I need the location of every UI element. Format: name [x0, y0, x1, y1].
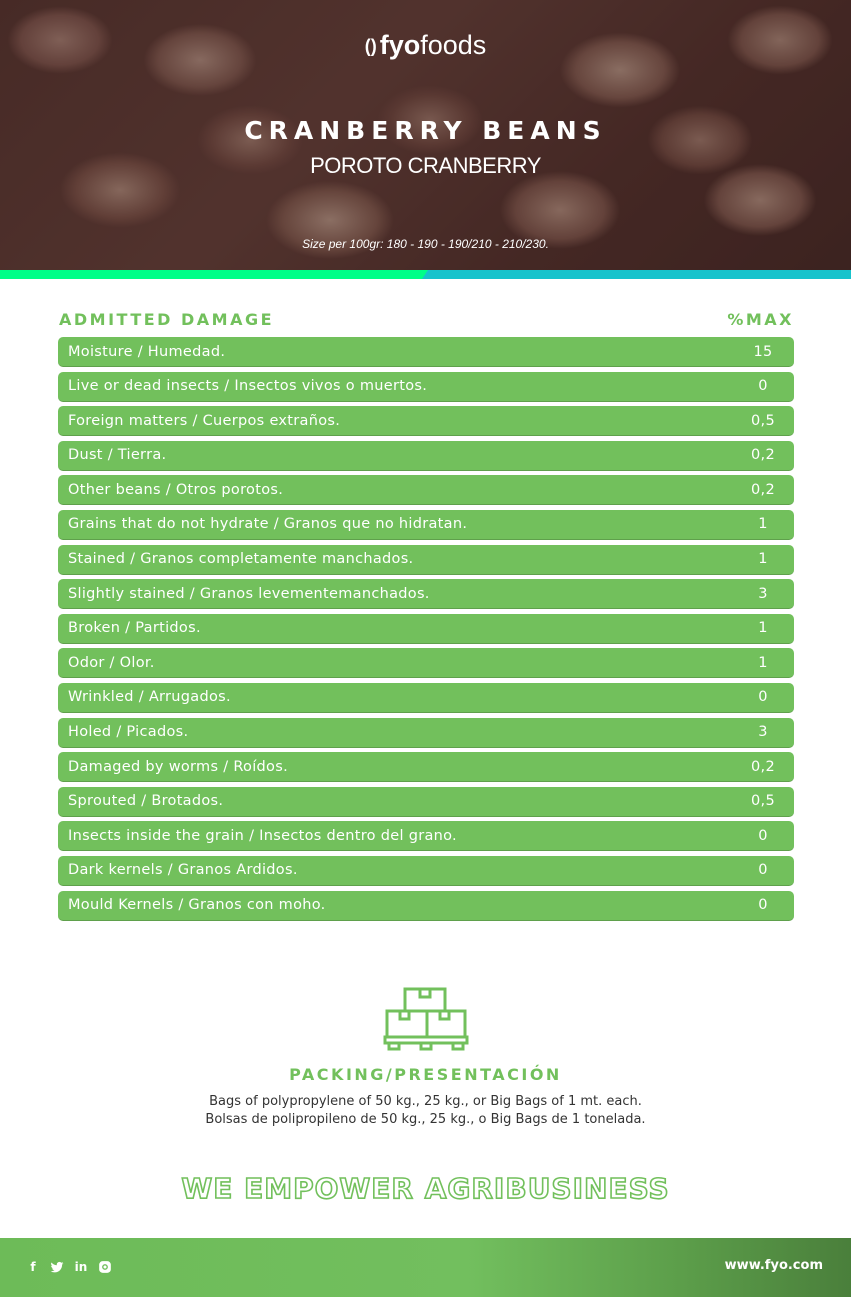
- damage-row: [58, 856, 794, 886]
- damage-max-value: 3: [758, 724, 768, 741]
- damage-max-value: 1: [758, 620, 768, 637]
- damage-label: Insects inside the grain / Insectos dentro del grano.: [68, 827, 457, 844]
- damage-row: [58, 614, 794, 644]
- damage-max-value: 0: [758, 378, 768, 395]
- damage-table: [58, 337, 794, 925]
- damage-max-value: 0: [758, 897, 768, 913]
- damage-label: Dust / Tierra.: [68, 447, 167, 464]
- fyo-foods-logo: [0, 30, 851, 61]
- damage-max-value: 0: [758, 827, 768, 844]
- packing-english: Bags of polypropylene of 50 kg., 25 kg., or Big Bags of 1 mt. each.: [209, 1094, 642, 1109]
- damage-label: Mould Kernels / Granos con moho.: [68, 897, 326, 913]
- linkedin-icon[interactable]: in: [74, 1260, 88, 1274]
- size-note: Size per 100gr: 180 - 190 - 190/210 - 210/230.: [302, 237, 549, 251]
- damage-max-value: 0,5: [751, 412, 775, 429]
- packing-spanish: Bolsas de polipropileno de 50 kg., 25 kg., o Big Bags de 1 tonelada.: [205, 1112, 646, 1127]
- damage-label: Other beans / Otros porotos.: [68, 481, 284, 498]
- damage-max-value: 1: [758, 516, 768, 533]
- footer: [0, 1238, 851, 1297]
- damage-heading: ADMITTED DAMAGE: [59, 309, 275, 329]
- damage-label: Wrinkled / Arrugados.: [68, 689, 231, 706]
- damage-row: [58, 683, 794, 713]
- damage-label: Broken / Partidos.: [68, 620, 201, 637]
- damage-max-value: 1: [758, 551, 768, 568]
- damage-label: Foreign matters / Cuerpos extraños.: [68, 412, 341, 429]
- damage-max-value: 0,5: [751, 793, 775, 810]
- damage-label: Odor / Olor.: [68, 654, 155, 671]
- stripe-teal: [422, 270, 851, 279]
- damage-label: Grains that do not hydrate / Granos que no hidratan.: [68, 516, 468, 533]
- damage-max-value: 0,2: [751, 481, 775, 498]
- damage-max-value: 0,2: [751, 758, 775, 775]
- damage-row: [58, 441, 794, 471]
- damage-row: [58, 337, 794, 367]
- logo-mark: (): [364, 36, 377, 56]
- damage-label: Dark kernels / Granos Ardidos.: [68, 862, 298, 879]
- max-heading: %MAX: [727, 309, 794, 329]
- damage-row: [58, 579, 794, 609]
- instagram-icon[interactable]: [98, 1259, 112, 1275]
- packing-title: PACKING/PRESENTACIÓN: [289, 1065, 562, 1084]
- boxes-on-pallet-icon: [383, 985, 469, 1051]
- damage-row: [58, 475, 794, 505]
- damage-header: [59, 309, 794, 329]
- logo-brand-light: foods: [420, 30, 487, 60]
- damage-row: [58, 372, 794, 402]
- website-link[interactable]: www.fyo.com: [724, 1258, 823, 1273]
- damage-label: Moisture / Humedad.: [68, 343, 226, 360]
- product-title: CRANBERRY BEANS: [244, 116, 607, 145]
- damage-row: [58, 821, 794, 851]
- damage-label: Live or dead insects / Insectos vivos o muertos.: [68, 378, 428, 395]
- damage-row: [58, 510, 794, 540]
- damage-row: [58, 648, 794, 678]
- damage-max-value: 0,2: [751, 447, 775, 464]
- social-links: [26, 1259, 112, 1275]
- damage-max-value: 1: [758, 654, 768, 671]
- damage-row: [58, 787, 794, 817]
- damage-row: [58, 891, 794, 921]
- twitter-icon[interactable]: [50, 1259, 64, 1275]
- damage-row: [58, 545, 794, 575]
- facebook-icon[interactable]: f: [30, 1260, 36, 1274]
- damage-label: Holed / Picados.: [68, 724, 189, 741]
- damage-row: [58, 406, 794, 436]
- hero-banner: [0, 0, 851, 272]
- header-stripe: [0, 270, 851, 280]
- damage-max-value: 3: [758, 585, 768, 602]
- product-subtitle: POROTO CRANBERRY: [310, 153, 541, 178]
- damage-label: Damaged by worms / Roídos.: [68, 758, 288, 775]
- damage-label: Sprouted / Brotados.: [68, 793, 224, 810]
- damage-label: Slightly stained / Granos levementemanchados.: [68, 585, 430, 602]
- damage-max-value: 0: [758, 689, 768, 706]
- damage-max-value: 15: [753, 343, 773, 360]
- stripe-green: [0, 270, 430, 279]
- damage-row: [58, 752, 794, 782]
- logo-brand-bold: fyo: [379, 30, 421, 60]
- damage-max-value: 0: [758, 862, 768, 879]
- damage-label: Stained / Granos completamente manchados.: [68, 551, 414, 568]
- tagline: WE EMPOWER AGRIBUSINESS: [181, 1172, 670, 1205]
- damage-row: [58, 718, 794, 748]
